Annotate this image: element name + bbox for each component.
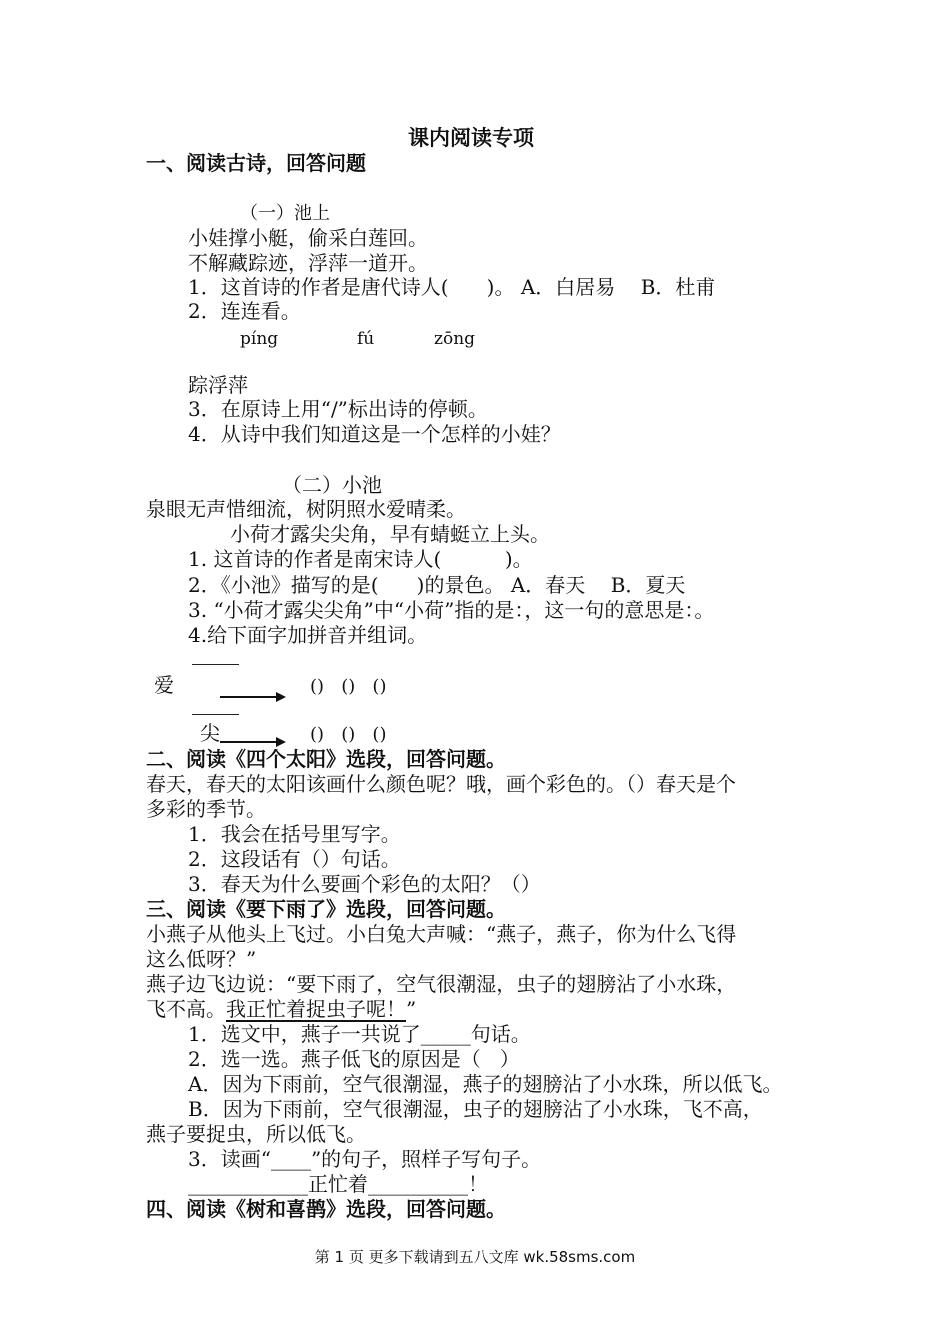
poem2-question3: 3. “小荷才露尖尖角”中“小荷”指的是：，这一句的意思是：。 [188,598,715,622]
section3-option-a: A．因为下雨前，空气很潮湿，燕子的翅膀沾了小水珠，所以低飞。 [188,1072,783,1096]
char-ai: 爱 [154,673,174,697]
section2-paragraph-line1: 春天，春天的太阳该画什么颜色呢？哦，画个彩色的。（）春天是个 [146,772,736,796]
section3-paragraph-line3: 燕子边飞边说：“要下雨了，空气很潮湿，虫子的翅膀沾了小水珠， [146,972,737,996]
section2-question1: 1．我会在括号里写字。 [188,822,401,846]
poem2-question1: 1. 这首诗的作者是南宋诗人( )。 [188,547,533,571]
section3-paragraph-line2: 这么低呀？” [146,947,257,971]
underlined-sentence: 我正忙着捉虫子呢！ [226,997,406,1021]
pinyin-fu: fú [357,329,375,349]
section2-question3: 3．春天为什么要画个彩色的太阳？（） [188,872,541,896]
section3-text: 飞不高。 [146,997,226,1021]
section3-paragraph-line1: 小燕子从他头上飞过。小白兔大声喊：“燕子，燕子，你为什么飞得 [146,922,737,946]
section3-question3: 3．读画“____”的句子，照样子写句子。 [188,1147,542,1171]
poem2-question4: 4.给下面字加拼音并组词。 [188,623,428,647]
match-characters: 踪浮萍 [188,373,248,397]
poem1-question2: 2．连连看。 [188,299,301,323]
poem1-line2: 不解藏踪迹，浮萍一道开。 [188,251,428,275]
section3-paragraph-line4 [146,997,416,1021]
section3-heading: 三、阅读《要下雨了》选段，回答问题。 [146,897,506,921]
section2-paragraph-line2: 多彩的季节。 [146,797,266,821]
section3-fill-sentence: ____________正忙着__________！ [188,1172,488,1196]
section1-heading: 一、阅读古诗，回答问题 [146,151,366,175]
section4-heading: 四、阅读《树和喜鹊》选段，回答问题。 [146,1197,506,1221]
closing-quote: ” [406,997,417,1021]
char-jian: 尖 [200,721,220,745]
poem2-line1: 泉眼无声惜细流，树阴照水爱晴柔。 [146,497,466,521]
pinyin-blank-line [192,664,239,665]
section3-question2: 2．选一选。燕子低飞的原因是（ ） [188,1047,520,1071]
word-parentheses-jian: () () () [310,724,387,745]
pinyin-blank-line [192,714,239,715]
section3-question1: 1．选文中，燕子一共说了_____句话。 [188,1022,531,1046]
pinyin-ping: píng [240,329,279,349]
page-title: 课内阅读专项 [408,125,534,150]
poem1-question1: 1．这首诗的作者是唐代诗人( )。 A．白居易 B．杜甫 [188,275,716,299]
page-footer: 第 1 页 更多下载请到五八文库 wk.58sms.com [314,1248,636,1266]
section3-option-b-line2: 燕子要捉虫，所以低飞。 [146,1122,366,1146]
word-parentheses-ai: () () () [310,676,387,697]
poem1-question4: 4．从诗中我们知道这是一个怎样的小娃？ [188,422,561,446]
poem1-title: （一）池上 [240,203,330,224]
poem2-title: （二）小池 [282,473,382,497]
poem1-question3: 3．在原诗上用“/”标出诗的停顿。 [188,397,488,421]
poem2-question2: 2．《小池》描写的是( )的景色。 A．春天 B．夏天 [188,573,686,597]
section2-question2: 2．这段话有（）句话。 [188,847,401,871]
poem1-line1: 小娃撑小艇，偷采白莲回。 [188,226,428,250]
section2-heading: 二、阅读《四个太阳》选段，回答问题。 [146,747,506,771]
poem2-line2: 小荷才露尖尖角，早有蜻蜓立上头。 [230,522,550,546]
pinyin-zong: zōng [434,329,476,349]
arrow-right-icon [220,690,286,704]
section3-option-b-line1: B．因为下雨前，空气很潮湿，虫子的翅膀沾了小水珠，飞不高， [188,1097,763,1121]
